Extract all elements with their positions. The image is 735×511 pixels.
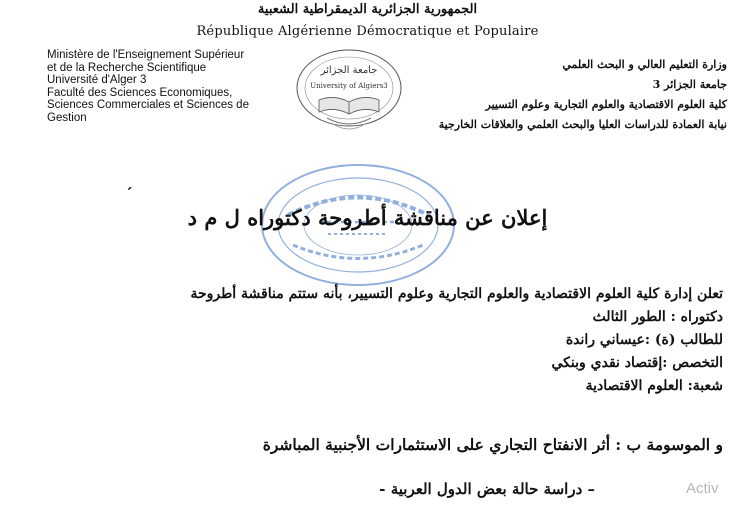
branch-line: شعبة: العلوم الاقتصادية — [585, 378, 723, 394]
university-line: Université d'Alger 3 — [47, 74, 147, 87]
faculty-line-ar: كلية العلوم الاقتصادية والعلوم التجارية وعلوم التسيير — [485, 98, 727, 111]
ministry-block-fr — [47, 49, 277, 125]
specialty-line: التخصص :إقتصاد نقدي وبنكي — [551, 355, 723, 371]
thesis-title: و الموسومة ب : أثر الانفتاح التجاري على الاستثمارات الأجنبية المباشرة — [262, 435, 723, 454]
deanship-line-ar: نيابة العمادة للدراسات العليا والبحث العلمي والعلاقات الخارجية — [438, 118, 727, 131]
faculty-line: Gestion — [47, 111, 87, 124]
faculty-line: Sciences Commerciales et Sciences de — [47, 99, 249, 112]
republic-arabic: الجمهورية الجزائرية الديمقراطية الشعبية — [257, 2, 478, 17]
university-line-ar: جامعة الجزائر 3 — [652, 78, 727, 91]
announcement-body — [3, 283, 723, 398]
announcement-title: إعلان عن مناقشة أطروحة دكتوراه ل م د — [187, 205, 548, 230]
thesis-subtitle: – دراسة حالة بعض الدول العربية - — [379, 480, 595, 498]
activation-watermark: Activ — [686, 480, 719, 497]
ministry-block-ar — [397, 55, 727, 135]
handwritten-mark: ˏ — [127, 170, 133, 191]
faculty-line: Faculté des Sciences Economiques, — [47, 86, 233, 99]
student-line: للطالب (ة) :عيساني راندة — [565, 332, 723, 348]
ministry-line: Ministère de l'Enseignement Supérieur — [47, 49, 245, 61]
ministry-line: et de la Recherche Scientifique — [47, 61, 207, 74]
university-logo — [287, 48, 411, 142]
logo-arabic-text: جامعة الجزائر — [320, 65, 378, 76]
republic-french: République Algérienne Démocratique et Populaire — [196, 24, 539, 39]
body-line: تعلن إدارة كلية العلوم الاقتصادية والعلوم التجارية وعلوم التسيير، بأنه ستتم مناقشة أطروحة — [190, 286, 723, 302]
logo-latin-text: University of Algiers3 — [310, 82, 388, 90]
body-line: دكتوراه : الطور الثالث — [592, 309, 723, 325]
ministry-line-ar: وزارة التعليم العالي و البحث العلمي — [562, 58, 727, 71]
